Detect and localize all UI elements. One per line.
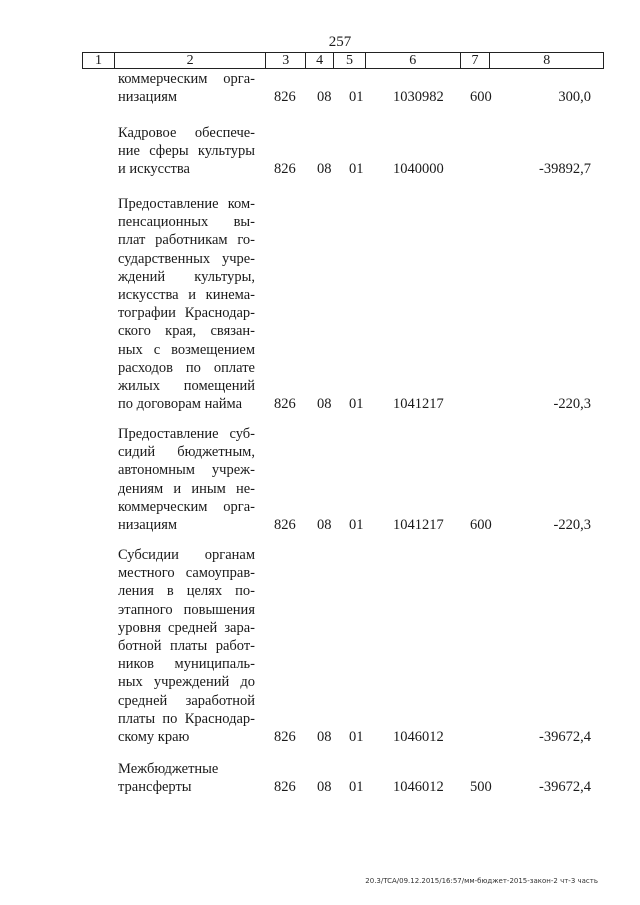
cell-c5: 01	[349, 396, 364, 413]
description-line: ние сферы культуры	[118, 143, 255, 160]
cell-c6: 1041217	[393, 396, 444, 413]
row-description	[118, 70, 255, 106]
header-cell-5: 5	[334, 53, 366, 68]
description-line: этапного повышения	[118, 601, 255, 618]
cell-c3: 826	[274, 89, 296, 106]
cell-c8: 300,0	[558, 89, 591, 106]
cell-c5: 01	[349, 161, 364, 178]
page-number: 257	[328, 34, 352, 50]
row-description	[118, 425, 255, 534]
row-description	[118, 760, 255, 796]
description-line: по договорам найма	[118, 396, 243, 413]
description-line: уровня средней зара-	[118, 619, 255, 636]
description-line: тографии Краснодар-	[118, 305, 255, 322]
description-line: сидий бюджетным,	[118, 444, 255, 461]
cell-c7: 500	[470, 779, 492, 796]
description-line: расходов по оплате	[118, 359, 255, 376]
description-line: Кадровое обеспече-	[118, 125, 255, 141]
description-line: местного самоуправ-	[118, 565, 255, 582]
cell-c3: 826	[274, 779, 296, 796]
description-line: ского края, связан-	[118, 323, 255, 340]
description-line: и искусства	[118, 161, 190, 178]
description-line: коммерческим орга-	[118, 498, 255, 515]
cell-c7: 600	[470, 89, 492, 106]
description-line: низациям	[118, 89, 178, 106]
header-cell-2: 2	[115, 53, 266, 68]
row-description	[118, 546, 255, 746]
cell-c3: 826	[274, 517, 296, 533]
cell-c6: 1030982	[393, 89, 444, 106]
cell-c6: 1041217	[393, 517, 444, 533]
cell-c4: 08	[317, 161, 332, 178]
table-header	[82, 52, 604, 69]
description-line: сударственных учре-	[118, 250, 255, 267]
description-line: средней заработной	[118, 692, 255, 709]
cell-c5: 01	[349, 779, 364, 796]
description-line: ждений культуры,	[118, 268, 255, 285]
cell-c3: 826	[274, 729, 296, 745]
cell-c7: 600	[470, 517, 492, 533]
description-line: платы по Краснодар-	[118, 710, 255, 727]
description-line: низациям	[118, 517, 178, 534]
cell-c6: 1046012	[393, 729, 444, 745]
cell-c4: 08	[317, 779, 332, 796]
cell-c8: -39672,4	[539, 779, 591, 796]
description-line: Субсидии органам	[118, 547, 255, 563]
description-line: плат работникам го-	[118, 232, 255, 249]
cell-c6: 1046012	[393, 779, 444, 796]
header-cell-7: 7	[461, 53, 491, 68]
description-line: Предоставление суб-	[118, 426, 255, 442]
header-cell-6: 6	[366, 53, 461, 68]
cell-c8: -220,3	[553, 517, 591, 533]
description-line: пенсационных вы-	[118, 214, 255, 231]
description-line: ников муниципаль-	[118, 656, 255, 673]
description-line: искусства и кинема-	[118, 287, 255, 304]
header-cell-1: 1	[83, 53, 115, 68]
description-line: жилых помещений	[118, 378, 255, 395]
row-description	[118, 195, 255, 413]
description-line: дениям и иным не-	[118, 480, 255, 497]
cell-c4: 08	[317, 517, 332, 533]
description-line: Межбюджетные	[118, 761, 219, 777]
header-cell-3: 3	[266, 53, 306, 68]
cell-c5: 01	[349, 517, 364, 533]
description-line: автономным учреж-	[118, 462, 255, 479]
cell-c5: 01	[349, 729, 364, 745]
row-description	[118, 124, 255, 179]
cell-c8: -220,3	[553, 396, 591, 413]
description-line: коммерческим орга-	[118, 71, 255, 87]
description-line: ботной платы работ-	[118, 638, 255, 655]
description-line: ления в целях по-	[118, 583, 255, 600]
cell-c6: 1040000	[393, 161, 444, 178]
description-line: ных учреждений до	[118, 674, 255, 691]
description-line: трансферты	[118, 779, 192, 796]
cell-c4: 08	[317, 89, 332, 106]
cell-c3: 826	[274, 161, 296, 178]
header-cell-4: 4	[306, 53, 334, 68]
document-footer: 20.3/TCA/09.12.2015/16:57/мм-бюджет-2015-закон-2 чт-3 часть	[365, 877, 598, 885]
cell-c4: 08	[317, 729, 332, 745]
header-cell-8: 8	[543, 53, 551, 68]
cell-c4: 08	[317, 396, 332, 413]
cell-c8: -39892,7	[539, 161, 591, 178]
description-line: скому краю	[118, 729, 190, 746]
cell-c3: 826	[274, 396, 296, 413]
cell-c5: 01	[349, 89, 364, 106]
cell-c8: -39672,4	[539, 729, 591, 745]
description-line: Предоставление ком-	[118, 196, 255, 212]
description-line: ных с возмещением	[118, 341, 255, 358]
